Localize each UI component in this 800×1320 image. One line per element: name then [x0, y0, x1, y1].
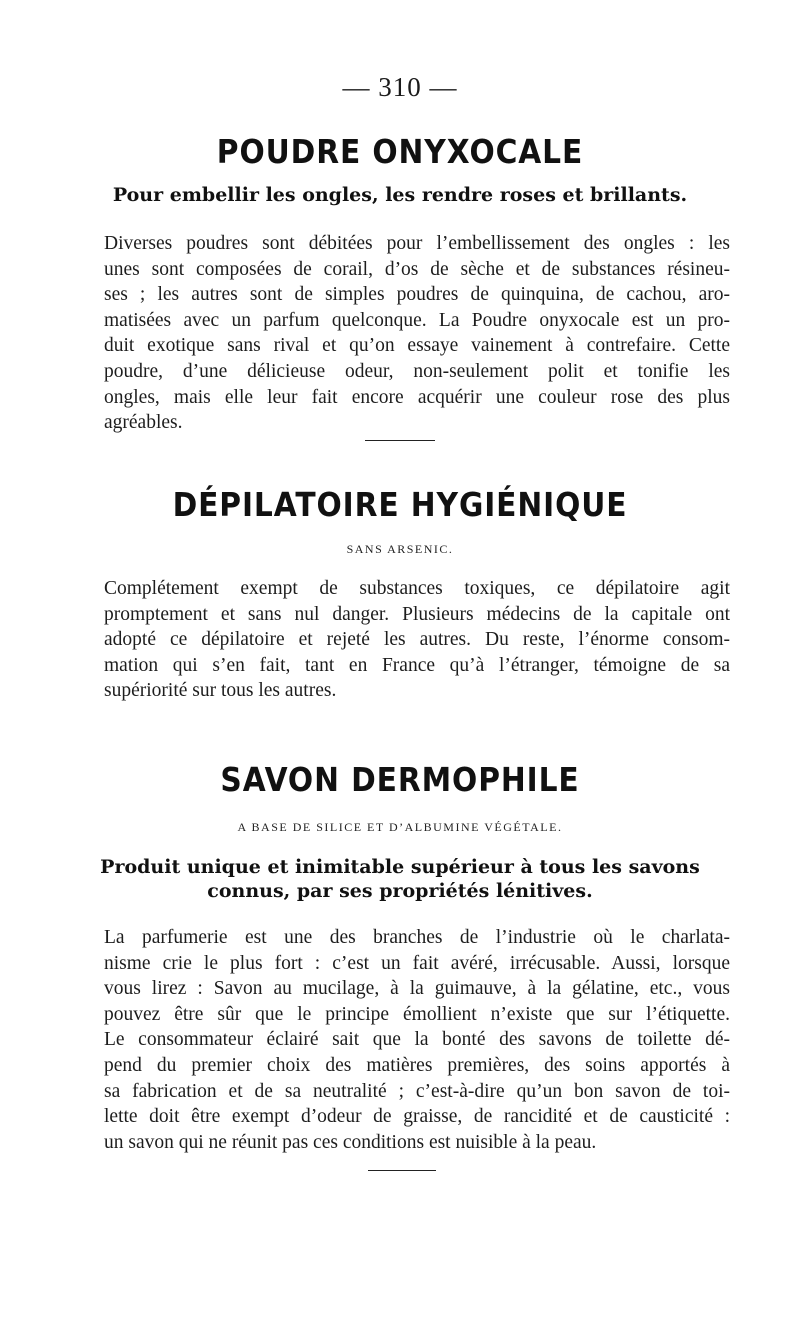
paragraph-line: La parfumerie est une des branches de l’industrie où le charlata-: [104, 927, 730, 948]
section-title-depilatoire-hygienique: DÉPILATOIRE HYGIÉNIQUE: [172, 485, 628, 524]
section-subtitle-savon-line-2: connus, par ses propriétés lénitives.: [207, 880, 593, 902]
paragraph-line: supériorité sur tous les autres.: [104, 680, 337, 702]
section-divider: [368, 1170, 436, 1171]
section-tagline-depilatoire: SANS ARSENIC.: [346, 542, 454, 556]
paragraph-line: mation qui s’en fait, tant en France qu’à l’étranger, témoigne de sa: [104, 654, 730, 676]
paragraph-line: Diverses poudres sont débitées pour l’embellissement des ongles : les: [104, 233, 730, 254]
paragraph-depilatoire: [104, 576, 730, 704]
section-subtitle-savon-line-1: Produit unique et inimitable supérieur à tous les savons: [100, 856, 700, 878]
paragraph-line: lette doit être exempt d’odeur de graisse, de rancidité et de causticité :: [104, 1106, 730, 1128]
section-divider: [365, 440, 435, 441]
paragraph-line: pend du premier choix des matières premières, des soins apportés à: [104, 1054, 730, 1076]
paragraph-line: adopté ce dépilatoire et rejeté les autres. Du reste, l’énorme consom-: [104, 629, 730, 651]
paragraph-poudre-onyxocale: [104, 231, 730, 436]
section-tagline-savon: A BASE DE SILICE ET D’ALBUMINE VÉGÉTALE.: [237, 820, 563, 834]
section-title-savon-dermophile: SAVON DERMOPHILE: [220, 760, 580, 799]
paragraph-line: agréables.: [104, 412, 183, 434]
paragraph-line: Le consommateur éclairé sait que la bonté des savons de toilette dé-: [104, 1029, 730, 1051]
section-subtitle-poudre-onyxocale: Pour embellir les ongles, les rendre roses et brillants.: [112, 184, 688, 206]
paragraph-savon-dermophile: [104, 925, 730, 1155]
paragraph-line: promptement et sans nul danger. Plusieurs médecins de la capitale ont: [104, 603, 730, 625]
paragraph-line: un savon qui ne réunit pas ces conditions est nuisible à la peau.: [104, 1131, 597, 1153]
paragraph-line: pouvez être sûr que le principe émollient n’existe que sur l’étiquette.: [104, 1003, 730, 1025]
paragraph-line: duit exotique sans rival et qu’on essaye vainement à contrefaire. Cette: [104, 335, 730, 357]
paragraph-line: sa fabrication et de sa neutralité ; c’est-à-dire qu’un bon savon de toi-: [104, 1080, 730, 1102]
paragraph-line: poudre, d’une délicieuse odeur, non-seulement polit et tonifie les: [104, 360, 730, 382]
paragraph-line: unes sont composées de corail, d’os de sèche et de substances résineu-: [104, 258, 730, 280]
section-title-poudre-onyxocale: POUDRE ONYXOCALE: [216, 132, 584, 171]
paragraph-line: nisme crie le plus fort : c’est un fait avéré, irrécusable. Aussi, lorsque: [104, 952, 730, 974]
paragraph-line: ongles, mais elle leur fait encore acquérir une couleur rose des plus: [104, 386, 730, 408]
paragraph-line: matisées avec un parfum quelconque. La Poudre onyxocale est un pro-: [104, 309, 730, 331]
paragraph-line: vous lirez : Savon au mucilage, à la guimauve, à la gélatine, etc., vous: [104, 978, 730, 1000]
paragraph-line: ses ; les autres sont de simples poudres de quinquina, de cachou, aro-: [104, 284, 730, 306]
page-number: — 310 —: [342, 72, 458, 102]
paragraph-line: Complétement exempt de substances toxiques, ce dépilatoire agit: [104, 578, 730, 599]
